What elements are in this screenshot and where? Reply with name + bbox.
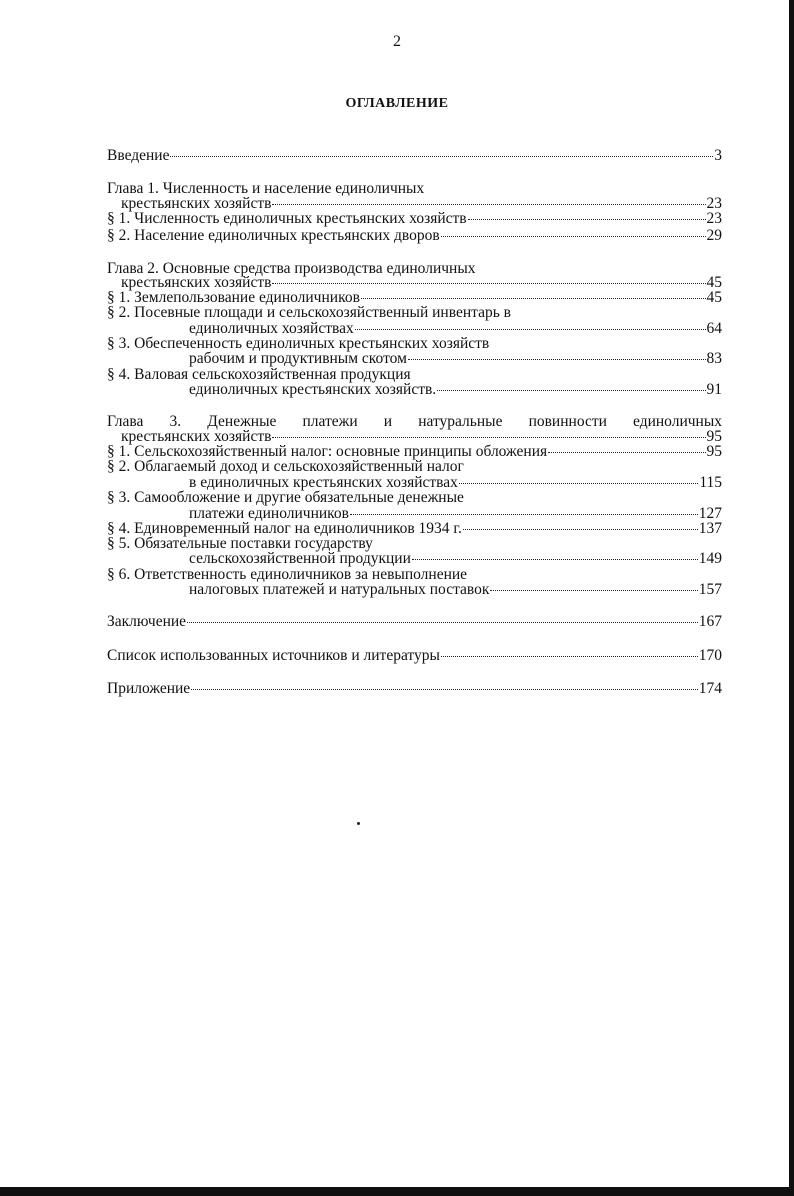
toc-ch2-section-4-continuation: единоличных крестьянских хозяйств. 91	[189, 381, 722, 398]
toc-ch3-section-1: § 1. Сельскохозяйственный налог: основные принципы обложения 95	[107, 443, 722, 460]
toc-ch2-section-1: § 1. Землепользование единоличников 45	[107, 289, 722, 306]
toc-ch3-section-6-heading: § 6. Ответственность единоличников за невыполнение	[107, 566, 468, 583]
scan-speck	[357, 822, 360, 825]
toc-ch3-section-2-heading: § 2. Облагаемый доход и сельскохозяйственный налог	[107, 458, 464, 475]
toc-ch2-section-3-heading: § 3. Обеспеченность единоличных крестьянских хозяйств	[107, 335, 490, 352]
toc-entry-intro: Введение 3	[107, 147, 722, 164]
scan-edge-right	[789, 0, 794, 1196]
toc-ch1-section-2: § 2. Население единоличных крестьянских дворов 29	[107, 227, 722, 244]
toc-ch3-section-4: § 4. Единовременный налог на единоличников 1934 г. 137	[107, 520, 722, 537]
toc-ch2-section-2-heading: § 2. Посевные площади и сельскохозяйственный инвентарь в	[107, 304, 511, 321]
scan-edge-bottom	[0, 1187, 794, 1196]
page-number: 2	[393, 33, 401, 50]
toc-ch2-section-2-continuation: единоличных хозяйствах 64	[189, 320, 722, 337]
toc-ch3-section-5-continuation: сельскохозяйственной продукции 149	[189, 550, 722, 567]
toc-chapter-2-continuation: крестьянских хозяйств 45	[121, 274, 722, 291]
toc-entry-sources: Список использованных источников и литературы 170	[107, 647, 722, 664]
toc-chapter-3-heading: Глава 3. Денежные платежи и натуральные повинности единоличных	[107, 413, 722, 430]
toc-ch3-section-6-continuation: налоговых платежей и натуральных поставок 157	[189, 581, 722, 598]
toc-ch3-section-5-heading: § 5. Обязательные поставки государству	[107, 535, 373, 552]
toc-ch2-section-3-continuation: рабочим и продуктивным скотом 83	[189, 350, 722, 367]
toc-title: ОГЛАВЛЕНИЕ	[345, 96, 449, 111]
toc-entry-conclusion: Заключение 167	[107, 613, 722, 630]
toc-chapter-1-continuation: крестьянских хозяйств 23	[121, 195, 722, 212]
toc-ch2-section-4-heading: § 4. Валовая сельскохозяйственная продукция	[107, 366, 411, 383]
toc-ch1-section-1: § 1. Численность единоличных крестьянских хозяйств 23	[107, 210, 722, 227]
toc-chapter-3-continuation: крестьянских хозяйств 95	[121, 428, 722, 445]
toc-ch3-section-3-heading: § 3. Самообложение и другие обязательные денежные	[107, 489, 464, 506]
toc-ch3-section-2-continuation: в единоличных крестьянских хозяйствах 115	[189, 474, 722, 491]
toc-chapter-2-heading: Глава 2. Основные средства производства единоличных	[107, 260, 476, 277]
toc-chapter-1-heading: Глава 1. Численность и население единоличных	[107, 180, 425, 197]
toc-ch3-section-3-continuation: платежи единоличников 127	[189, 505, 722, 522]
toc-entry-appendix: Приложение 174	[107, 680, 722, 697]
